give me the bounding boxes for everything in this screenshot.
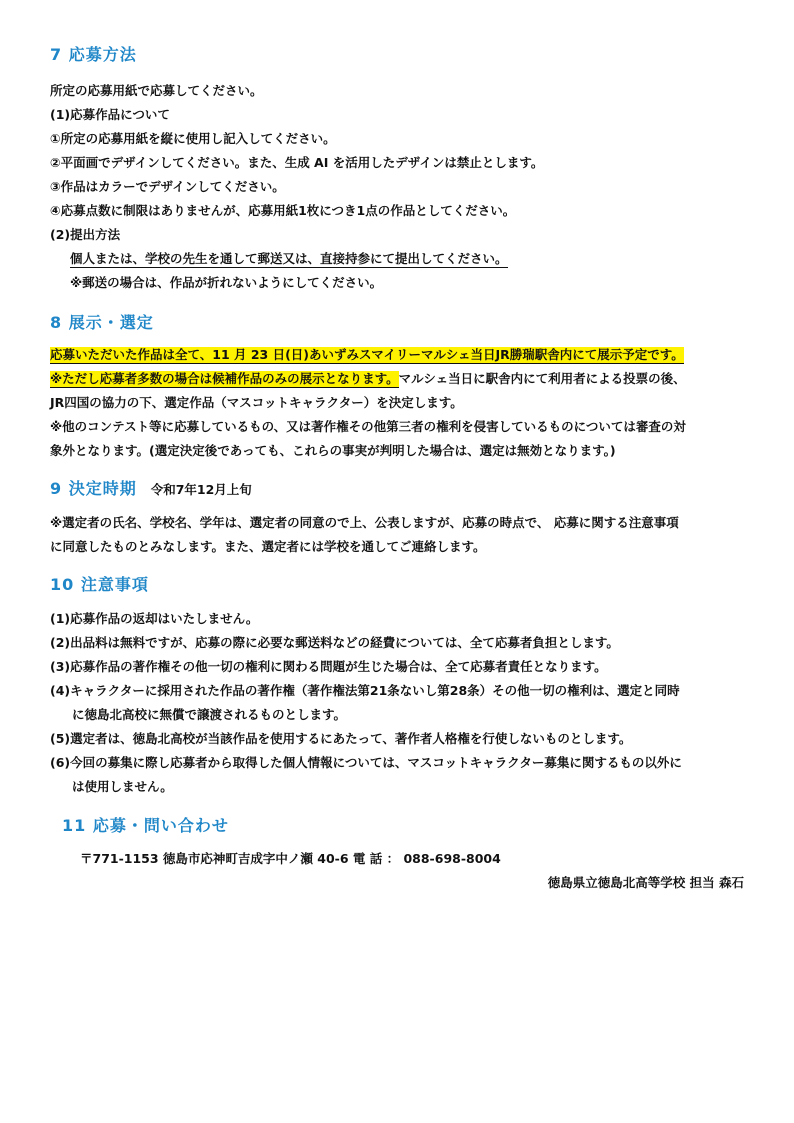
s7-works-item: ④応募点数に制限はありませんが、応募用紙1枚につき1点の作品としてください。 [50,203,516,218]
s8-line-4: ※他のコンテスト等に応募しているもの、又は著作権その他第三者の権利を侵害しているものについては審査の対 [50,419,686,434]
s7-works-item: ③作品はカラーでデザインしてください。 [50,179,285,194]
s9-line-2: に同意したものとみなします。また、選定者には学校を通してご連絡します。 [50,539,486,554]
s8-line-1 [50,346,684,364]
section-9-title [50,476,252,499]
s8-line-5: 象外となります。(選定決定後であっても、これらの事実が判明した場合は、選定は無効となります。) [50,443,616,458]
s10-line: (3)応募作品の著作権その他一切の権利に関わる問題が生じた場合は、全て応募者責任となります。 [50,659,607,674]
section-7-title: 7 応募方法 [50,45,137,64]
s8-highlight-1: 応募いただいた作品は全て、11 月 23 日(日)あいずみスマイリーマルシェ当日JR勝瑞駅舎内にて展示予定です。 [50,347,684,362]
s7-works-heading: (1)応募作品について [50,107,170,122]
section-11-title: 11 応募・問い合わせ [62,816,229,835]
s10-line: (5)選定者は、徳島北高校が当該作品を使用するにあたって、著作者人格権を行使しないものとします。 [50,731,632,746]
s8-line-2 [50,370,686,388]
s7-submit-heading: (2)提出方法 [50,227,121,242]
s9-date: 令和7年12月上旬 [150,482,252,497]
s7-submit-underlined: 個人または、学校の先生を通して郵送又は、直接持参にて提出してください。 [70,251,508,266]
s10-line: に徳島北高校に無償で譲渡されるものとします。 [72,707,347,722]
s7-submit-note: ※郵送の場合は、作品が折れないようにしてください。 [70,275,383,290]
section-9-title-text: 9 決定時期 [50,479,137,498]
section-8-title: 8 展示・選定 [50,313,154,332]
s7-intro: 所定の応募用紙で応募してください。 [50,83,263,98]
s8-line-2-rest: マルシェ当日に駅舎内にて利用者による投票の後、 [398,371,686,386]
s11-address: 〒771-1153 徳島市応神町吉成字中ノ瀬 40-6 電 話 ： 088-698-8004 [80,851,501,866]
s11-contact: 徳島県立徳島北高等学校 担当 森石 [547,875,744,890]
section-10-title: 10 注意事項 [50,575,149,594]
s8-highlight-2: ※ただし応募者多数の場合は候補作品のみの展示となります。 [50,371,399,386]
s10-line: は使用しません。 [72,779,173,794]
s7-works-item: ①所定の応募用紙を縦に使用し記入してください。 [50,131,336,146]
s10-line: (1)応募作品の返却はいたしません。 [50,611,259,626]
s9-line-1: ※選定者の氏名、学校名、学年は、選定者の同意ので上、公表しますが、応募の時点で、 応募に関する注意事項 [50,515,679,530]
s10-line: (2)出品料は無料ですが、応募の際に必要な郵送料などの経費については、全て応募者負担とします。 [50,635,619,650]
s10-line: (6)今回の募集に際し応募者から取得した個人情報については、マスコットキャラクター募集に関するもの以外に [50,755,682,770]
s7-submit-line [70,250,508,268]
s10-line: (4)キャラクターに採用された作品の著作権（著作権法第21条ないし第28条）その他一切の権利は、選定と同時 [50,683,680,698]
s7-works-item: ②平面画でデザインしてください。また、生成 AI を活用したデザインは禁止とします。 [50,155,544,170]
s8-line-3: JR四国の協力の下、選定作品（マスコットキャラクター）を決定します。 [50,395,463,410]
